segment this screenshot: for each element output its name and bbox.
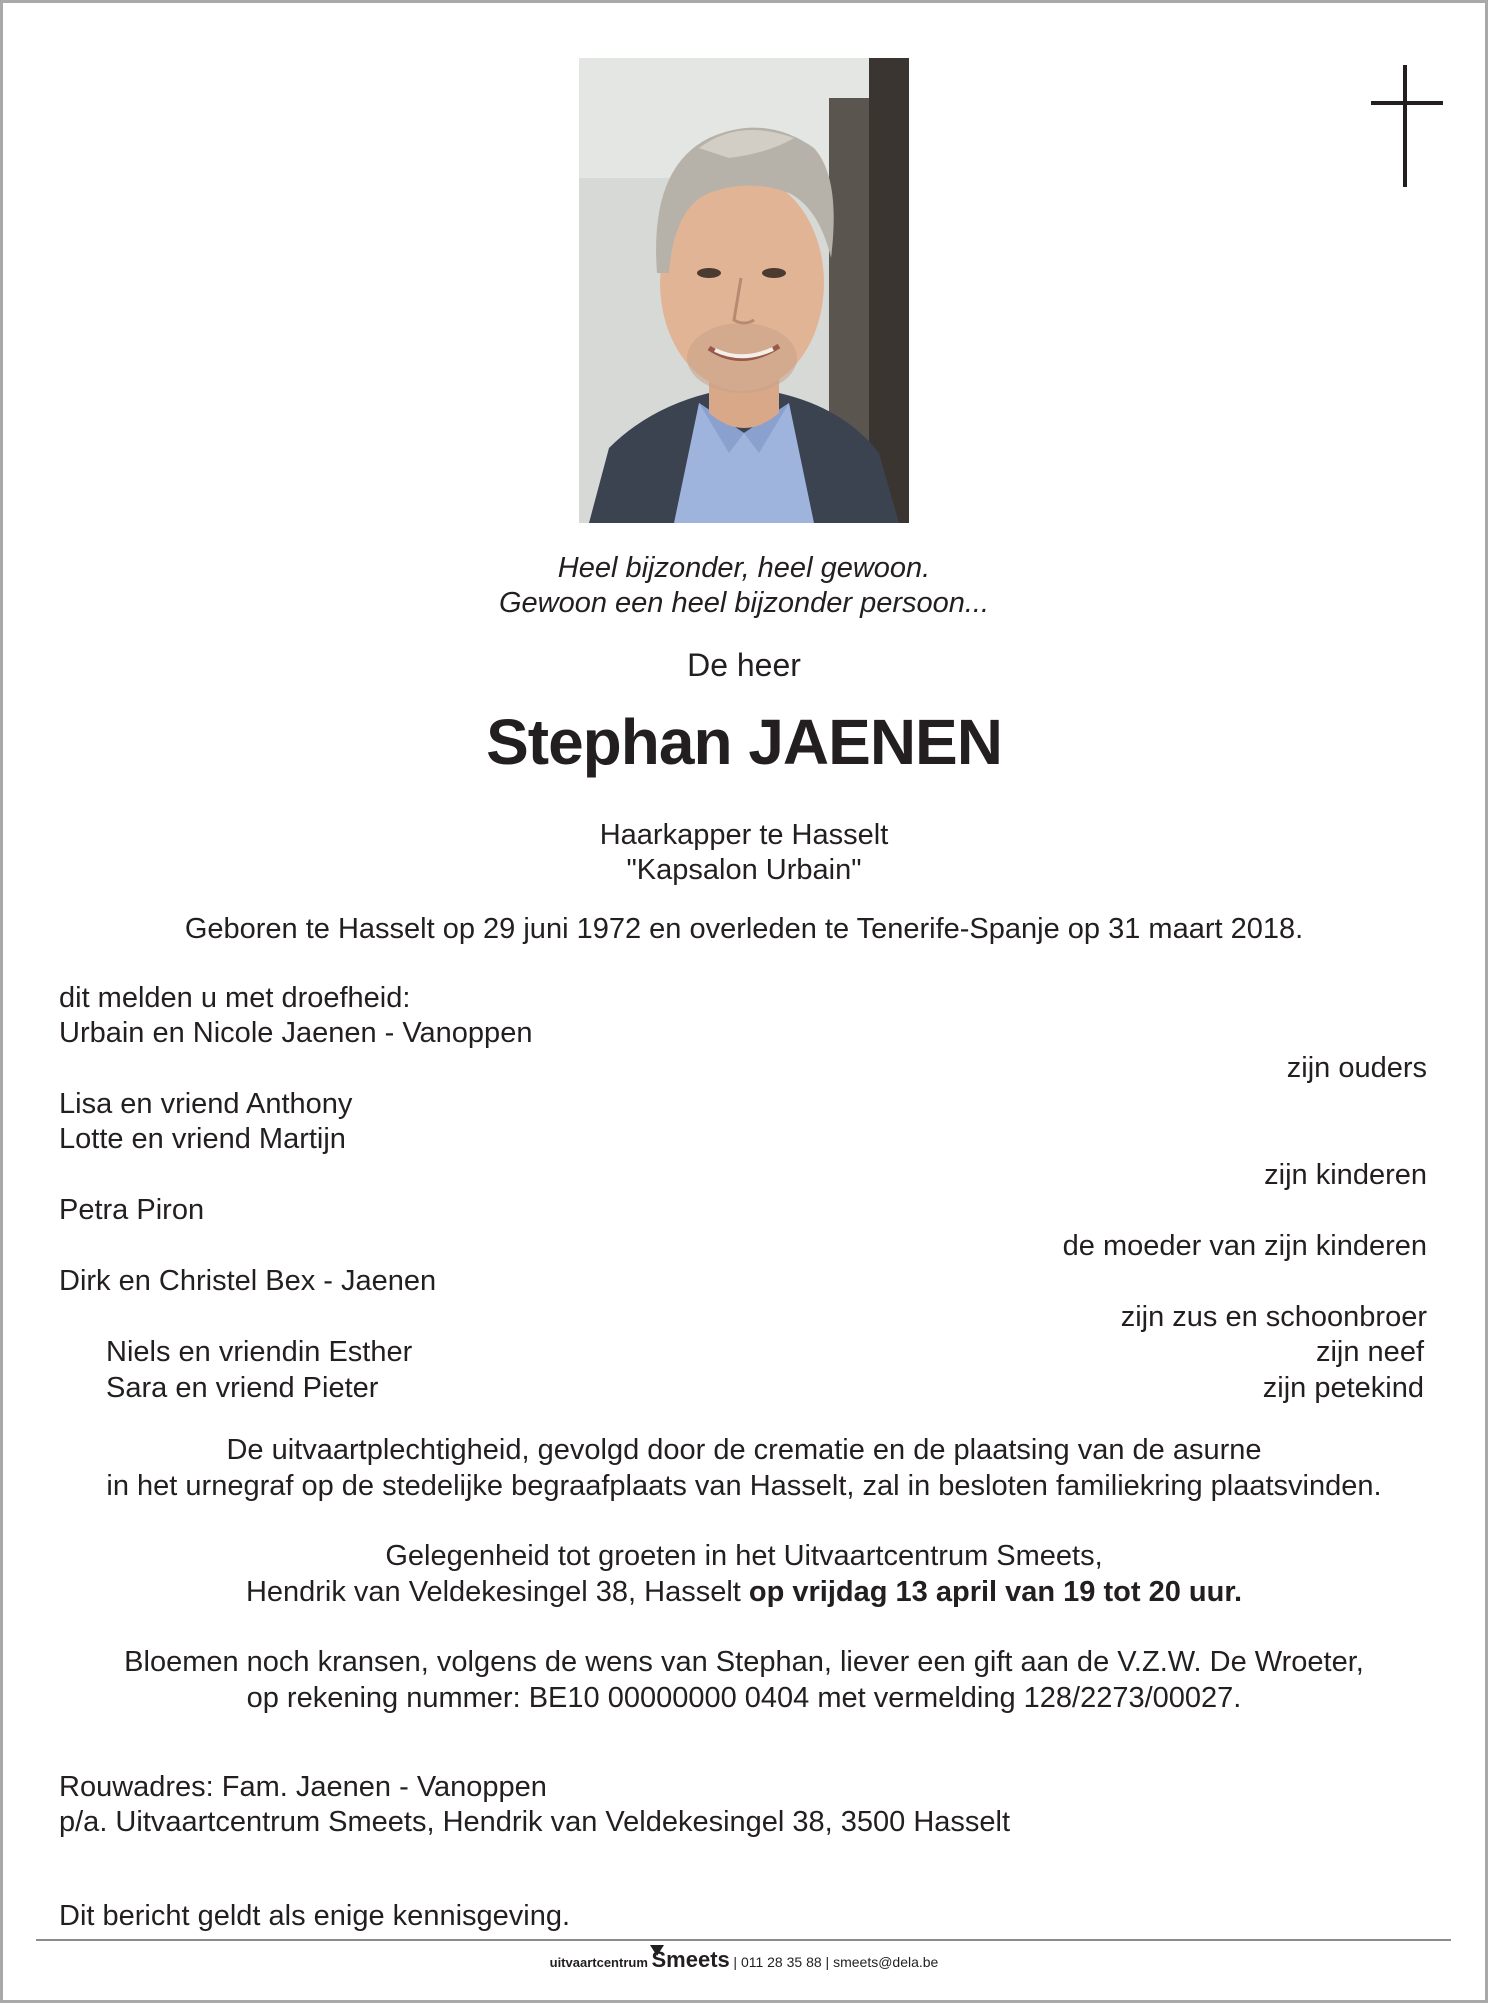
mourner-child-2: Lotte en vriend Martijn	[59, 1123, 346, 1155]
mourner-godchild: Sara en vriend Pieter	[106, 1372, 379, 1404]
mourning-address-line-1: Rouwadres: Fam. Jaenen - Vanoppen	[59, 1771, 547, 1803]
birth-death-line: Geboren te Hasselt op 29 juni 1972 en overleden te Tenerife-Spanje op 31 maart 2018.	[184, 913, 1304, 945]
ceremony-text	[3, 1432, 1485, 1504]
footer: uitvaartcentrum Smeets | 011 28 35 88 | smeets@dela.be	[549, 1947, 939, 1972]
relation-godchild: zijn petekind	[1262, 1372, 1424, 1404]
relation-mother: de moeder van zijn kinderen	[1062, 1230, 1427, 1262]
flowers-line-1: Bloemen noch kransen, volgens de wens van Stephan, liever een gift aan de V.Z.W. De Wroeter,	[124, 1646, 1364, 1678]
profession	[3, 818, 1485, 888]
motto-line-2: Gewoon een heel bijzonder persoon...	[498, 587, 990, 619]
mourner-nephew: Niels en vriendin Esther	[106, 1336, 413, 1368]
flowers-line-2: op rekening nummer: BE10 00000000 0404 met vermelding 128/2273/00027.	[246, 1682, 1242, 1714]
portrait-photo	[579, 58, 909, 523]
name-prefix: De heer	[687, 647, 801, 683]
cross-icon	[1369, 63, 1444, 189]
visitation-address: Hendrik van Veldekesingel 38, Hasselt	[245, 1576, 749, 1608]
portrait-illustration	[579, 58, 909, 523]
mourner-mother: Petra Piron	[59, 1194, 205, 1226]
relation-parents: zijn ouders	[1286, 1052, 1427, 1084]
motto	[3, 551, 1485, 621]
mourning-address-line-2: p/a. Uitvaartcentrum Smeets, Hendrik van Veldekesingel 38, 3500 Hasselt	[59, 1806, 1011, 1838]
mourners-intro: dit melden u met droefheid:	[59, 982, 411, 1014]
ceremony-line-2: in het urnegraf op de stedelijke begraafplaats van Hasselt, zal in besloten familiekring plaatsvinden.	[106, 1470, 1382, 1502]
notice-text: Dit bericht geldt als enige kennisgeving.	[59, 1900, 571, 1932]
visitation-line-1: Gelegenheid tot groeten in het Uitvaartcentrum Smeets,	[385, 1540, 1103, 1572]
deceased-name: Stephan JAENEN	[486, 706, 1002, 778]
relation-children: zijn kinderen	[1264, 1159, 1427, 1191]
visitation-time: op vrijdag 13 april van 19 tot 20 uur.	[748, 1576, 1243, 1608]
relation-sister: zijn zus en schoonbroer	[1120, 1301, 1427, 1333]
mourner-parents: Urbain en Nicole Jaenen - Vanoppen	[59, 1017, 533, 1049]
visitation-text	[3, 1538, 1485, 1610]
visitation-line-2	[3, 1574, 1485, 1610]
footer-divider	[36, 1939, 1451, 1941]
profession-line-1: Haarkapper te Hasselt	[599, 819, 889, 851]
profession-line-2: "Kapsalon Urbain"	[626, 854, 862, 886]
flowers-text	[3, 1644, 1485, 1716]
footer-prefix: uitvaartcentrum	[549, 1955, 648, 1970]
mourner-sister: Dirk en Christel Bex - Jaenen	[59, 1265, 437, 1297]
ceremony-line-1: De uitvaartplechtigheid, gevolgd door de crematie en de plaatsing van de asurne	[226, 1434, 1262, 1466]
footer-phone: 011 28 35 88	[740, 1954, 822, 1970]
footer-brand: Smeets	[651, 1947, 730, 1972]
motto-line-1: Heel bijzonder, heel gewoon.	[557, 552, 931, 584]
footer-email: smeets@dela.be	[833, 1954, 939, 1970]
mourner-child-1: Lisa en vriend Anthony	[59, 1088, 353, 1120]
relation-nephew: zijn neef	[1315, 1336, 1424, 1368]
